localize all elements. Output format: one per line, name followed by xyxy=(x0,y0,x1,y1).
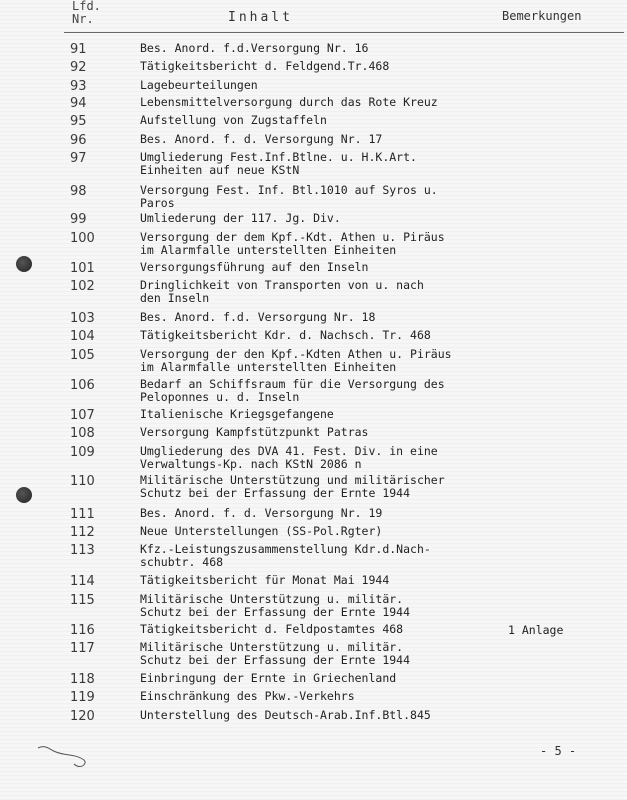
entry-text xyxy=(140,231,495,257)
entry-number: 103 xyxy=(70,311,95,326)
entry-number: 99 xyxy=(70,212,87,227)
entry-text xyxy=(140,672,495,685)
entry-remark: 1 Anlage xyxy=(508,623,564,637)
entry-text-line1: Bedarf an Schiffsraum für die Versorgung des xyxy=(140,377,445,391)
entry-text xyxy=(140,690,495,703)
entry-text xyxy=(140,311,495,324)
entry-number: 100 xyxy=(70,231,95,246)
entry-text xyxy=(140,96,495,109)
entry-text xyxy=(140,42,495,55)
entry-number: 115 xyxy=(70,593,95,608)
entry-text xyxy=(140,525,495,538)
entry-text xyxy=(140,261,495,274)
entry-text-line1: Versorgung Fest. Inf. Btl.1010 auf Syros u. xyxy=(140,183,438,197)
entry-number: 112 xyxy=(70,525,95,540)
entry-text-line2: Schutz bei der Erfassung der Ernte 1944 xyxy=(140,605,411,619)
entry-number: 102 xyxy=(70,279,95,294)
entry-text xyxy=(140,641,495,667)
entry-text-line1: Einbringung der Ernte in Griechenland xyxy=(140,671,397,685)
entry-text-line1: Versorgung Kampfstützpunkt Patras xyxy=(140,425,369,439)
entry-text-line1: Bes. Anord. f.d.Versorgung Nr. 16 xyxy=(140,41,369,55)
entry-text xyxy=(140,212,495,225)
entry-number: 110 xyxy=(70,474,95,489)
page-number: - 5 - xyxy=(540,744,577,758)
entry-text-line2: Schutz bei der Erfassung der Ernte 1944 xyxy=(140,486,411,500)
entry-text-line2: Paros xyxy=(140,196,175,210)
entry-text-line2: Einheiten auf neue KStN xyxy=(140,163,300,177)
entry-text-line1: Militärische Unterstützung u. militär. xyxy=(140,592,404,606)
header-remarks: Bemerkungen xyxy=(502,9,582,23)
entry-text-line1: Versorgung der dem Kpf.-Kdt. Athen u. Piräus xyxy=(140,230,445,244)
entry-text xyxy=(140,151,495,177)
entry-number: 96 xyxy=(70,133,87,148)
entry-text xyxy=(140,574,495,587)
entry-text xyxy=(140,474,495,500)
entry-text-line1: Kfz.-Leistungszusammenstellung Kdr.d.Nach- xyxy=(140,542,431,556)
entry-number: 93 xyxy=(70,79,87,94)
pencil-mark xyxy=(36,742,96,772)
entry-text-line1: Lebensmittelversorgung durch das Rote Kreuz xyxy=(140,95,438,109)
entry-number: 119 xyxy=(70,690,95,705)
entry-text-line1: Bes. Anord. f. d. Versorgung Nr. 17 xyxy=(140,132,383,146)
entry-text-line1: Umgliederung des DVA 41. Fest. Div. in eine xyxy=(140,444,438,458)
entry-text-line2: im Alarmfalle unterstellten Einheiten xyxy=(140,243,397,257)
entry-text-line1: Umliederung der 117. Jg. Div. xyxy=(140,211,341,225)
entry-text xyxy=(140,60,495,73)
entry-text xyxy=(140,329,495,342)
entry-number: 98 xyxy=(70,184,87,199)
entry-text-line2: den Inseln xyxy=(140,291,210,305)
entry-number: 116 xyxy=(70,623,95,638)
entry-text xyxy=(140,543,495,569)
entry-number: 104 xyxy=(70,329,95,344)
entry-text-line1: Lagebeurteilungen xyxy=(140,78,258,92)
entry-text-line1: Tätigkeitsbericht d. Feldpostamtes 468 xyxy=(140,622,404,636)
entry-text xyxy=(140,114,495,127)
entry-text-line2: im Alarmfalle unterstellten Einheiten xyxy=(140,360,397,374)
entry-number: 107 xyxy=(70,408,95,423)
entry-text-line1: Einschränkung des Pkw.-Verkehrs xyxy=(140,689,355,703)
entry-text xyxy=(140,378,495,404)
entry-text xyxy=(140,408,495,421)
entry-text-line2: Peloponnes u. d. Inseln xyxy=(140,390,300,404)
header-title: Inhalt xyxy=(228,10,293,25)
entry-text-line1: Tätigkeitsbericht Kdr. d. Nachsch. Tr. 468 xyxy=(140,328,431,342)
entry-text xyxy=(140,79,495,92)
entry-text xyxy=(140,593,495,619)
entry-text-line1: Aufstellung von Zugstaffeln xyxy=(140,113,327,127)
entry-number: 108 xyxy=(70,426,95,441)
entry-number: 94 xyxy=(70,96,87,111)
punch-hole-bottom xyxy=(16,487,32,503)
entry-number: 109 xyxy=(70,445,95,460)
entry-text-line2: Verwaltungs-Kp. nach KStN 2086 n xyxy=(140,457,362,471)
entry-text-line1: Dringlichkeit von Transporten von u. nach xyxy=(140,278,424,292)
entry-text xyxy=(140,133,495,146)
entry-text xyxy=(140,426,495,439)
header-number-label-line2: Nr. xyxy=(72,12,94,26)
entry-text-line1: Italienische Kriegsgefangene xyxy=(140,407,334,421)
entry-text-line1: Militärische Unterstützung und militärischer xyxy=(140,473,445,487)
header-number-label xyxy=(72,0,101,26)
entry-number: 97 xyxy=(70,151,87,166)
entry-number: 92 xyxy=(70,60,87,75)
entry-number: 114 xyxy=(70,574,95,589)
entry-text-line1: Unterstellung des Deutsch-Arab.Inf.Btl.845 xyxy=(140,708,431,722)
entry-text-line1: Tätigkeitsbericht d. Feldgend.Tr.468 xyxy=(140,59,390,73)
header-rule xyxy=(64,32,624,33)
entry-text-line2: schubtr. 468 xyxy=(140,555,224,569)
entry-number: 106 xyxy=(70,378,95,393)
entry-number: 113 xyxy=(70,543,95,558)
entry-text xyxy=(140,445,495,471)
entry-text-line1: Umgliederung Fest.Inf.Btlne. u. H.K.Art. xyxy=(140,150,417,164)
header-number-label-line1: Lfd. xyxy=(72,0,101,13)
entry-text-line1: Tätigkeitsbericht für Monat Mai 1944 xyxy=(140,573,390,587)
entry-text xyxy=(140,279,495,305)
entry-number: 118 xyxy=(70,672,95,687)
entry-text xyxy=(140,184,495,210)
entry-text-line2: Schutz bei der Erfassung der Ernte 1944 xyxy=(140,653,411,667)
entry-number: 105 xyxy=(70,348,95,363)
entry-text-line1: Bes. Anord. f.d. Versorgung Nr. 18 xyxy=(140,310,376,324)
entry-number: 117 xyxy=(70,641,95,656)
entry-number: 91 xyxy=(70,42,87,57)
entry-text-line1: Versorgungsführung auf den Inseln xyxy=(140,260,369,274)
entry-text-line1: Versorgung der den Kpf.-Kdten Athen u. Piräus xyxy=(140,347,452,361)
entry-number: 111 xyxy=(70,507,95,522)
entry-number: 101 xyxy=(70,261,95,276)
entry-text-line1: Militärische Unterstützung u. militär. xyxy=(140,640,404,654)
entry-number: 95 xyxy=(70,114,87,129)
entry-text-line1: Neue Unterstellungen (SS-Pol.Rgter) xyxy=(140,524,383,538)
entry-text xyxy=(140,507,495,520)
entry-text-line1: Bes. Anord. f. d. Versorgung Nr. 19 xyxy=(140,506,383,520)
entry-text xyxy=(140,709,495,722)
entry-number: 120 xyxy=(70,709,95,724)
entry-text xyxy=(140,348,495,374)
punch-hole-top xyxy=(16,256,32,272)
entry-text xyxy=(140,623,495,636)
